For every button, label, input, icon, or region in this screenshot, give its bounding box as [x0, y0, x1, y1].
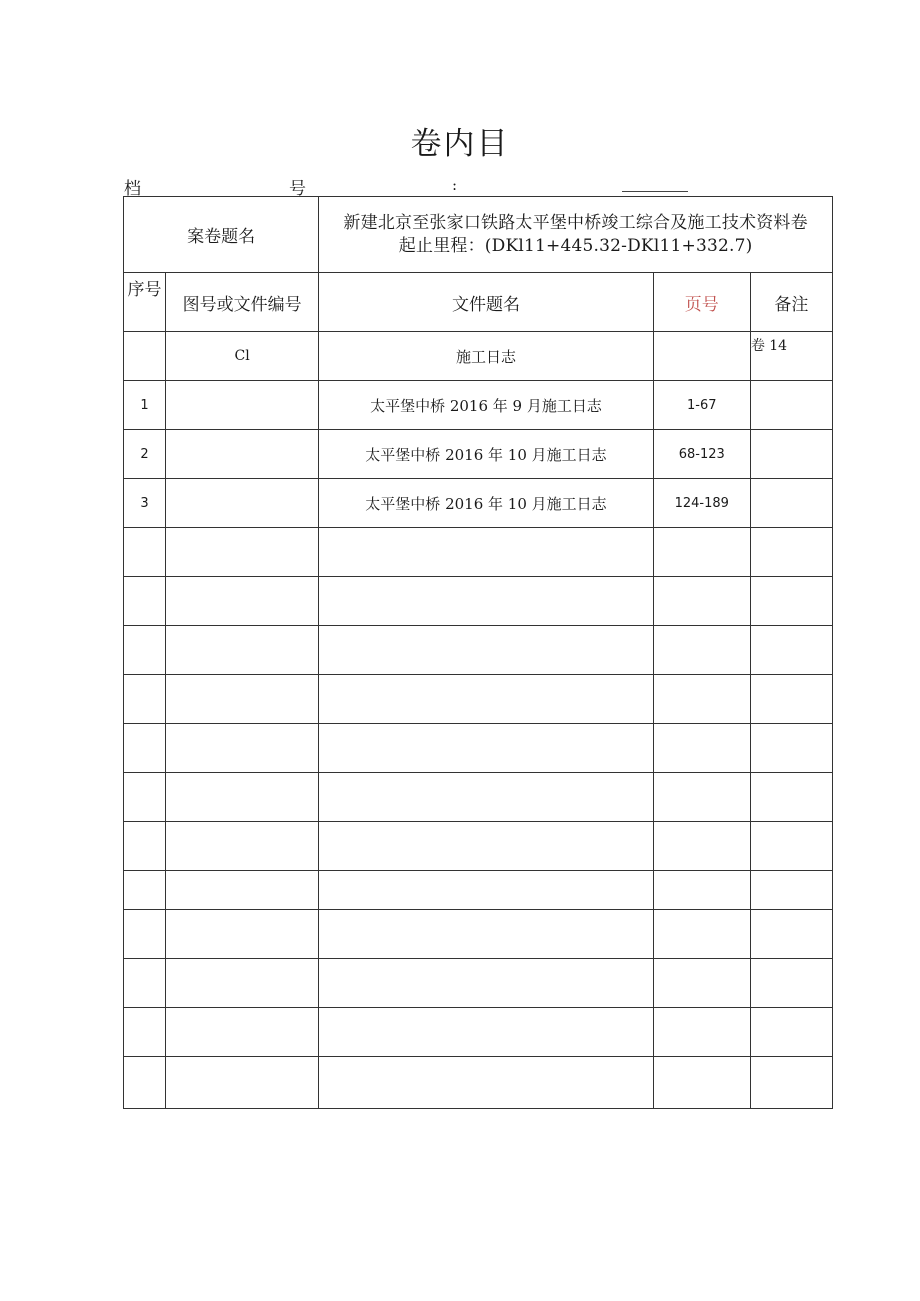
header-doc-no: 图号或文件编号	[166, 273, 319, 332]
empty-row	[124, 626, 833, 675]
empty-cell	[124, 626, 166, 675]
empty-cell	[319, 910, 653, 959]
row-doc-title: 太平堡中桥 2016 年 9 月施工日志	[319, 381, 653, 430]
empty-cell	[653, 724, 750, 773]
empty-cell	[750, 724, 832, 773]
empty-cell	[750, 959, 832, 1008]
empty-cell	[750, 1057, 832, 1109]
empty-cell	[166, 773, 319, 822]
empty-cell	[319, 626, 653, 675]
empty-cell	[750, 822, 832, 871]
empty-row	[124, 959, 833, 1008]
file-number-colon: :	[452, 176, 458, 194]
file-number-blank-line[interactable]	[622, 191, 688, 192]
empty-cell	[319, 822, 653, 871]
section-page	[653, 332, 750, 381]
empty-cell	[166, 871, 319, 910]
empty-cell	[124, 724, 166, 773]
case-title-value	[319, 197, 833, 273]
row-doc-no	[166, 479, 319, 528]
empty-cell	[166, 528, 319, 577]
empty-cell	[166, 724, 319, 773]
empty-cell	[653, 626, 750, 675]
empty-cell	[166, 577, 319, 626]
empty-cell	[319, 871, 653, 910]
empty-cell	[319, 1057, 653, 1109]
empty-cell	[653, 577, 750, 626]
header-doc-title: 文件题名	[319, 273, 653, 332]
empty-cell	[750, 1008, 832, 1057]
empty-cell	[319, 577, 653, 626]
empty-cell	[319, 724, 653, 773]
empty-cell	[124, 577, 166, 626]
empty-cell	[124, 528, 166, 577]
catalog-table	[123, 196, 833, 1109]
page-title: 卷内目	[410, 126, 510, 162]
row-seq: 1	[124, 381, 166, 430]
empty-row	[124, 822, 833, 871]
empty-cell	[124, 675, 166, 724]
empty-cell	[750, 528, 832, 577]
empty-row	[124, 675, 833, 724]
empty-cell	[166, 626, 319, 675]
empty-cell	[124, 1057, 166, 1109]
section-row	[124, 332, 833, 381]
empty-row	[124, 910, 833, 959]
empty-cell	[653, 1057, 750, 1109]
empty-row	[124, 528, 833, 577]
empty-cell	[124, 1008, 166, 1057]
section-doc-title: 施工日志	[319, 332, 653, 381]
row-page: 124-189	[653, 479, 750, 528]
row-seq: 3	[124, 479, 166, 528]
empty-cell	[319, 1008, 653, 1057]
case-title-row	[124, 197, 833, 273]
section-seq	[124, 332, 166, 381]
empty-cell	[653, 910, 750, 959]
empty-cell	[166, 959, 319, 1008]
empty-cell	[750, 675, 832, 724]
row-doc-no	[166, 381, 319, 430]
header-remark: 备注	[750, 273, 832, 332]
table-row	[124, 430, 833, 479]
empty-cell	[653, 822, 750, 871]
header-row	[124, 273, 833, 332]
row-doc-title: 太平堡中桥 2016 年 10 月施工日志	[319, 430, 653, 479]
empty-cell	[166, 910, 319, 959]
empty-cell	[124, 871, 166, 910]
file-number-label-part1: 档	[124, 179, 141, 199]
row-remark	[750, 381, 832, 430]
empty-row	[124, 1008, 833, 1057]
table-row	[124, 479, 833, 528]
empty-cell	[653, 1008, 750, 1057]
section-doc-no: Cl	[166, 332, 319, 381]
row-remark	[750, 430, 832, 479]
empty-cell	[653, 675, 750, 724]
empty-cell	[166, 675, 319, 724]
empty-cell	[166, 822, 319, 871]
empty-cell	[124, 822, 166, 871]
row-seq: 2	[124, 430, 166, 479]
empty-cell	[750, 910, 832, 959]
case-title-line1: 新建北京至张家口铁路太平堡中桥竣工综合及施工技术资料卷	[343, 212, 808, 233]
empty-cell	[319, 959, 653, 1008]
empty-cell	[750, 773, 832, 822]
empty-cell	[653, 773, 750, 822]
case-title-line2: 起止里程：(DKl11+445.32-DKl11+332.7)	[398, 235, 753, 256]
empty-row	[124, 724, 833, 773]
row-doc-title: 太平堡中桥 2016 年 10 月施工日志	[319, 479, 653, 528]
header-page: 页号	[653, 273, 750, 332]
table-row	[124, 381, 833, 430]
row-page: 68-123	[653, 430, 750, 479]
empty-cell	[750, 871, 832, 910]
empty-row	[124, 1057, 833, 1109]
empty-cell	[319, 528, 653, 577]
empty-cell	[653, 871, 750, 910]
row-remark	[750, 479, 832, 528]
header-seq: 序号	[124, 273, 166, 332]
empty-row	[124, 871, 833, 910]
empty-cell	[750, 626, 832, 675]
empty-cell	[124, 773, 166, 822]
case-title-label: 案卷题名	[124, 197, 319, 273]
section-remark: 卷 14	[750, 332, 832, 381]
empty-cell	[653, 528, 750, 577]
empty-cell	[166, 1057, 319, 1109]
empty-cell	[166, 1008, 319, 1057]
empty-cell	[319, 773, 653, 822]
empty-cell	[124, 959, 166, 1008]
row-page: 1-67	[653, 381, 750, 430]
empty-cell	[319, 675, 653, 724]
empty-cell	[750, 577, 832, 626]
empty-row	[124, 773, 833, 822]
empty-cell	[653, 959, 750, 1008]
empty-row	[124, 577, 833, 626]
empty-cell	[124, 910, 166, 959]
row-doc-no	[166, 430, 319, 479]
file-number-label-part2: 号	[289, 179, 306, 199]
